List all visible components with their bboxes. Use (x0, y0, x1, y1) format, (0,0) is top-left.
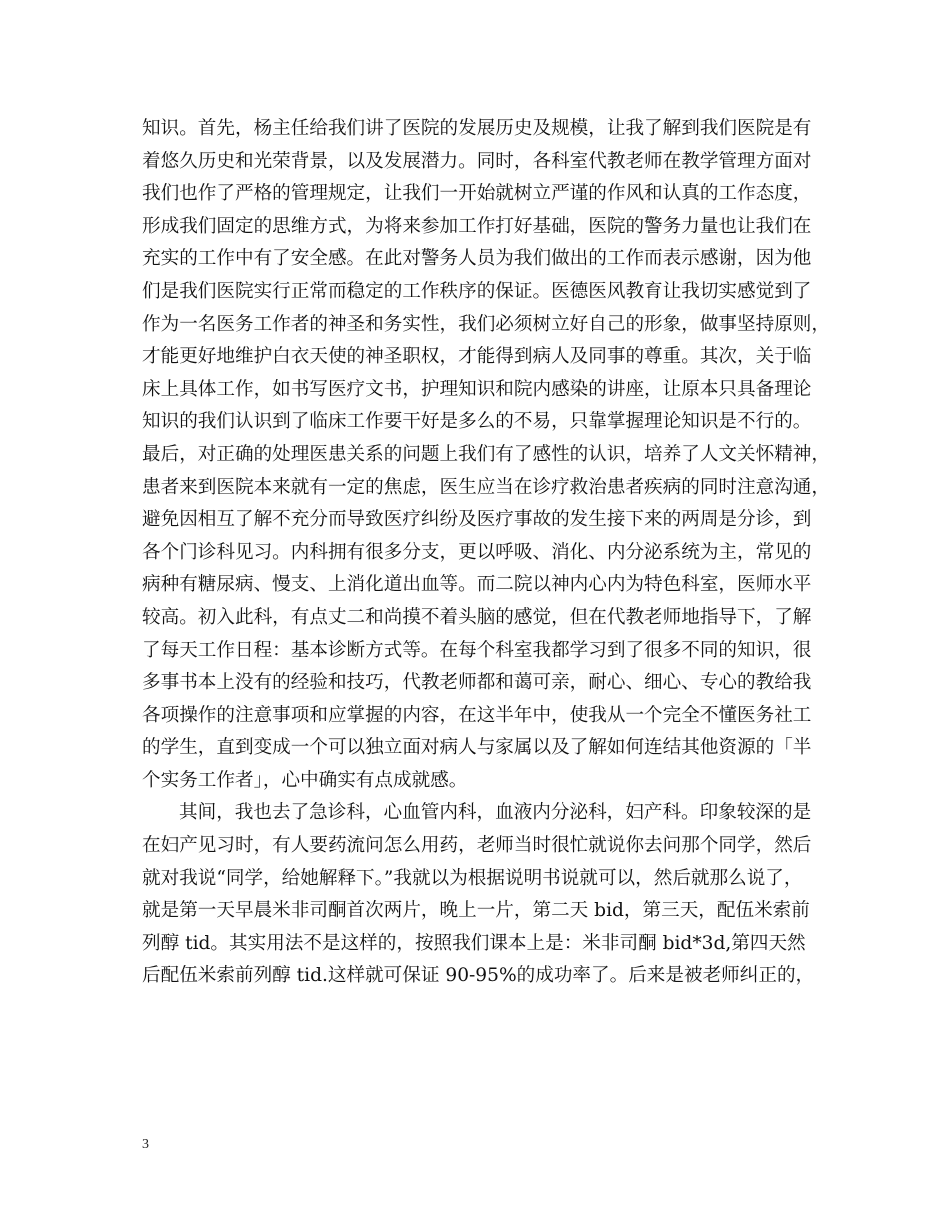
text-line: 知识的我们认识到了临床工作要干好是多么的不易，只靠掌握理论知识是不行的。 (142, 411, 812, 433)
text-line: 各项操作的注意事项和应掌握的内容，在这半年中，使我从一个完全不懂医务社工 (142, 704, 812, 726)
text-line: 床上具体工作，如书写医疗文书，护理知识和院内感染的讲座，让原本只具备理论 (142, 378, 812, 400)
document-body (142, 113, 830, 993)
paragraph-start-line: 其间，我也去了急诊科，心血管内科，血液内分泌科，妇产科。印象较深的是 (179, 802, 812, 824)
text-line: 充实的工作中有了安全感。在此对警务人员为我们做出的工作而表示感谢，因为他 (142, 248, 812, 270)
text-line: 列醇 tid。其实用法不是这样的，按照我们课本上是：米非司酮 bid*3d,第四天然 (142, 932, 806, 954)
text-line: 病种有糖尿病、慢支、上消化道出血等。而二院以神内心内为特色科室，医师水平 (142, 574, 812, 596)
text-line: 较高。初入此科，有点丈二和尚摸不着头脑的感觉，但在代教老师地指导下，了解 (142, 606, 812, 628)
text-line: 就是第一天早晨米非司酮首次两片，晚上一片，第二天 bid，第三天，配伍米索前 (142, 900, 810, 922)
text-line: 最后，对正确的处理医患关系的问题上我们有了感性的认识，培养了人文关怀精神， (142, 443, 830, 465)
text-line: 后配伍米索前列醇 tid.这样就可保证 90-95%的成功率了。后来是被老师纠正的， (142, 965, 815, 987)
text-line: 了每天工作日程：基本诊断方式等。在每个科室我都学习到了很多不同的知识，很 (142, 639, 812, 661)
page-number: 3 (142, 1137, 149, 1152)
text-line: 知识。首先，杨主任给我们讲了医院的发展历史及规模，让我了解到我们医院是有 (142, 118, 812, 139)
text-line: 各个门诊科见习。内科拥有很多分支，更以呼吸、消化、内分泌系统为主，常见的 (142, 541, 812, 563)
text-line: 才能更好地维护白衣天使的神圣职权，才能得到病人及同事的尊重。其次，关于临 (142, 346, 812, 368)
text-line: 作为一名医务工作者的神圣和务实性，我们必须树立好自己的形象，做事坚持原则， (142, 313, 830, 335)
text-line: 的学生，直到变成一个可以独立面对病人与家属以及了解如何连结其他资源的「半 (142, 737, 812, 759)
text-line: 我们也作了严格的管理规定，让我们一开始就树立严谨的作风和认真的工作态度， (142, 183, 812, 205)
text-line: 在妇产见习时，有人要药流问怎么用药，老师当时很忙就说你去问那个同学，然后 (142, 835, 812, 857)
text-line: 着悠久历史和光荣背景，以及发展潜力。同时，各科室代教老师在教学管理方面对 (142, 150, 812, 172)
text-line: 个实务工作者」，心中确实有点成就感。 (142, 769, 468, 791)
text-line: 避免因相互了解不充分而导致医疗纠纷及医疗事故的发生接下来的两周是分诊，到 (142, 509, 812, 531)
text-line: 们是我们医院实行正常而稳定的工作秩序的保证。医德医风教育让我切实感觉到了 (142, 280, 812, 302)
text-line: 多事书本上没有的经验和技巧，代教老师都和蔼可亲，耐心、细心、专心的教给我 (142, 672, 812, 694)
text-line: 就对我说“同学，给她解释下。”我就以为根据说明书说就可以，然后就那么说了， (142, 867, 803, 889)
text-line: 患者来到医院本来就有一定的焦虑，医生应当在诊疗救治患者疾病的同时注意沟通， (142, 476, 830, 498)
text-line: 形成我们固定的思维方式，为将来参加工作打好基础，医院的警务力量也让我们在 (142, 215, 812, 237)
